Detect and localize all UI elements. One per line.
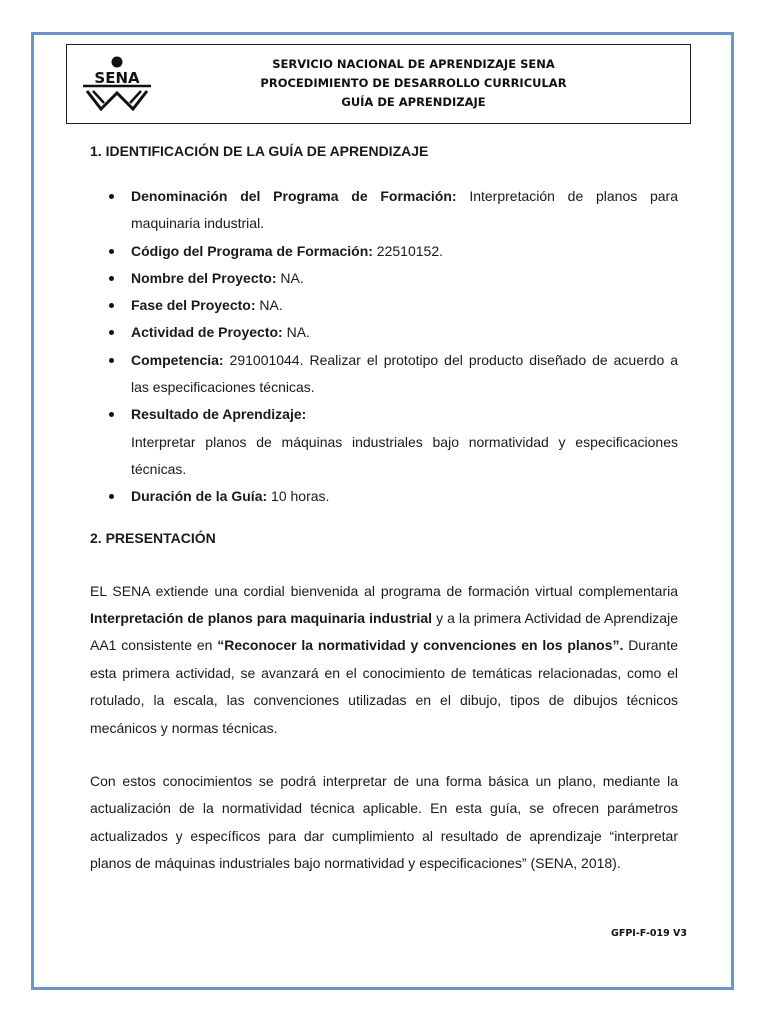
header-guide: GUÍA DE APRENDIZAJE [341,95,486,109]
header-procedure: PROCEDIMIENTO DE DESARROLLO CURRICULAR [260,76,567,90]
header-institution: SERVICIO NACIONAL DE APRENDIZAJE SENA [272,57,555,71]
document-body [90,136,678,878]
document-header [66,44,691,124]
document-code: GFPI-F-019 V3 [611,928,687,939]
list-item: Fase del Proyecto: NA. [131,292,678,319]
list-item: Duración de la Guía: 10 horas. [131,483,678,510]
section-1-title: 1. IDENTIFICACIÓN DE LA GUÍA DE APRENDIZAJE [90,143,429,159]
presentation-paragraph-1: EL SENA extiende una cordial bienvenida al programa de formación virtual complementaria Interpretación de planos para maquinaria industrial y a la primera Actividad de Aprendizaje AA1 consistente en “Reconocer la normatividad y convenciones en los planos”. Durante esta primera actividad, se avanzará en el conocimiento de temáticas relacionadas, como el rotulado, la escala, las convenciones utilizadas en el dibujo, tipos de dibujos técnicos mecánicos y normas técnicas. [90,582,679,736]
list-item: Competencia: 291001044. Realizar el prototipo del producto diseñado de acuerdo a las especificaciones técnicas. [131,347,678,402]
section-2-title: 2. PRESENTACIÓN [90,529,216,546]
list-item: Resultado de Aprendizaje: Interpretar planos de máquinas industriales bajo normatividad y especificaciones técnicas. [131,401,678,483]
sena-logo [81,55,153,115]
list-item: Actividad de Proyecto: NA. [131,319,678,346]
svg-text:SENA: SENA [94,69,140,87]
list-item: Código del Programa de Formación: 22510152. [131,238,678,265]
identification-list [90,183,678,511]
list-item: Denominación del Programa de Formación: Interpretación de planos para maquinaria industrial. [131,183,678,238]
list-item: Nombre del Proyecto: NA. [131,265,678,292]
presentation-paragraph-2: Con estos conocimientos se podrá interpretar de una forma básica un plano, mediante la actualización de la normatividad técnica aplicable. En esta guía, se ofrecen parámetros actualizados y específicos para dar cumplimiento al resultado de aprendizaje “interpretar planos de máquinas industriales bajo normatividad y especificaciones” (SENA, 2018). [90,773,678,872]
